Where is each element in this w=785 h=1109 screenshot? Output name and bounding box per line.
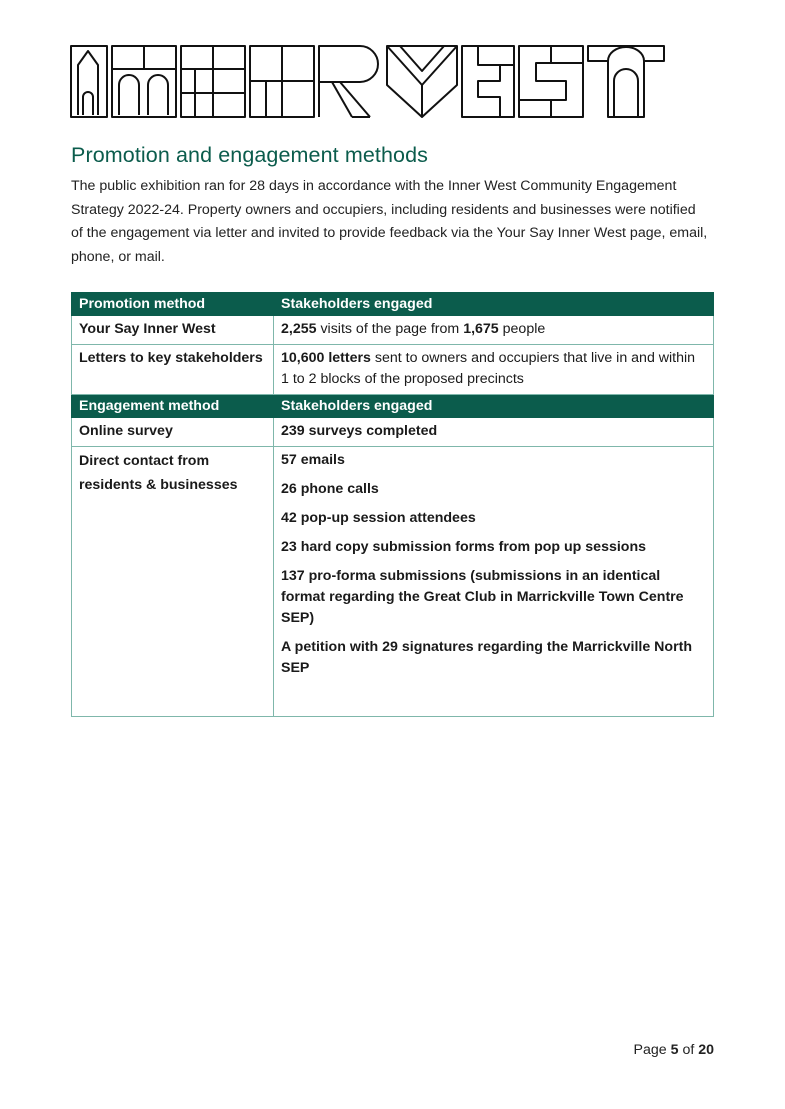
logo-letter-n2 <box>181 46 245 117</box>
engagement-table <box>71 292 714 717</box>
method-cell: Your Say Inner West <box>72 316 274 345</box>
header-cell: Promotion method <box>72 293 274 316</box>
detail-text: people <box>498 321 546 337</box>
page-prefix: Page <box>633 1042 671 1058</box>
logo-letter-w <box>387 46 457 117</box>
detail-text: sent to owners and occupiers that live in and within 1 to 2 blocks of the proposed precincts <box>281 350 696 387</box>
table-row <box>72 418 714 447</box>
detail-cell <box>274 345 714 395</box>
list-item: 23 hard copy submission forms from pop up sessions <box>281 539 647 555</box>
detail-cell <box>274 316 714 345</box>
detail-text-bold: 10,600 letters <box>281 350 371 366</box>
inner-west-logo <box>70 45 666 118</box>
detail-text: visits of the page from <box>316 321 464 337</box>
intro-paragraph: The public exhibition ran for 28 days in accordance with the Inner West Community Engagement Strategy 2022-24. Property owners and occupiers, including residents and businesses were notified of the engagement via letter and invited to provide feedback via the Your Say Inner West page, email, phone, or mail. <box>71 178 708 265</box>
method-cell: Direct contact from residents & businesses <box>72 447 274 717</box>
logo-letter-e2 <box>462 46 514 117</box>
page-footer <box>634 1042 714 1058</box>
logo-letter-t <box>588 46 664 117</box>
page-total: 20 <box>698 1042 714 1058</box>
header-cell: Engagement method <box>72 395 274 418</box>
list-item: 57 emails <box>281 452 345 468</box>
method-cell: Online survey <box>72 418 274 447</box>
logo-letter-n1 <box>112 46 176 117</box>
page-sep: of <box>678 1042 699 1058</box>
table-row <box>72 447 714 717</box>
engagement-header-row <box>72 395 714 418</box>
logo-letter-s <box>519 46 583 117</box>
logo-letter-r <box>319 46 378 117</box>
detail-cell <box>274 447 714 717</box>
list-item: 42 pop-up session attendees <box>281 510 476 526</box>
header-cell: Stakeholders engaged <box>274 395 714 418</box>
table-row <box>72 316 714 345</box>
detail-text-bold: 2,255 <box>281 321 317 337</box>
logo-letter-e <box>250 46 314 117</box>
promotion-header-row <box>72 293 714 316</box>
logo-letter-i <box>71 46 107 117</box>
list-item: 26 phone calls <box>281 481 379 497</box>
header-cell: Stakeholders engaged <box>274 293 714 316</box>
list-item: 137 pro-forma submissions (submissions in an identical format regarding the Great Club in Marrickville Town Centre SEP) <box>281 568 684 626</box>
method-cell: Letters to key stakeholders <box>72 345 274 395</box>
list-item: A petition with 29 signatures regarding the Marrickville North SEP <box>281 639 692 676</box>
detail-text-bold: 1,675 <box>463 321 499 337</box>
table-row <box>72 345 714 395</box>
section-heading: Promotion and engagement methods <box>71 143 428 167</box>
detail-cell: 239 surveys completed <box>274 418 714 447</box>
page-current: 5 <box>670 1042 679 1058</box>
